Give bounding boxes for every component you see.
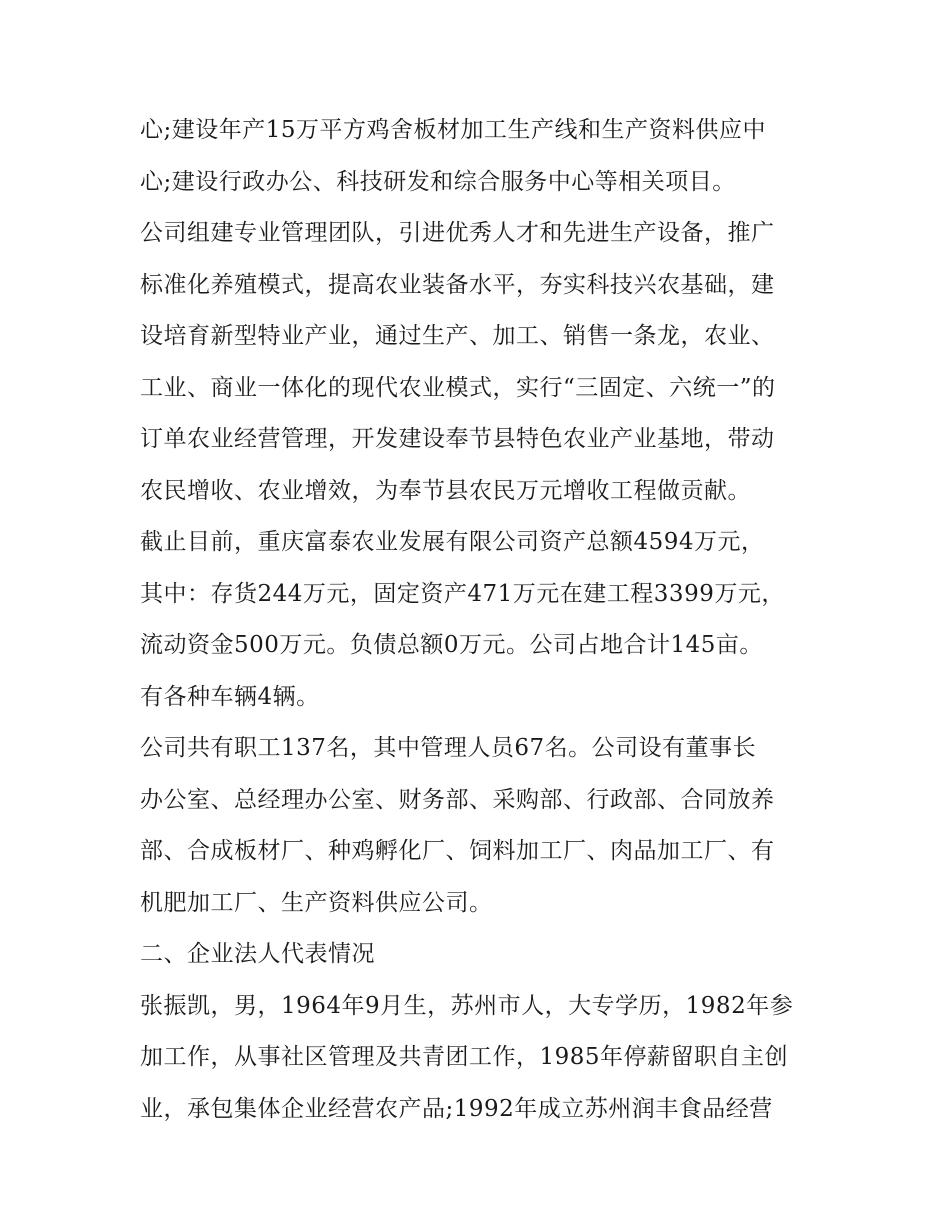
text-line: 订单农业经营管理，开发建设奉节县特色农业产业基地，带动 xyxy=(140,426,775,452)
text-line: 公司共有职工137名，其中管理人员67名。公司设有董事长 xyxy=(140,735,757,761)
text-line: 心;建设行政办公、科技研发和综合服务中心等相关项目。 xyxy=(140,168,736,195)
text-line: 张振凯，男，1964年9月生，苏州市人，大专学历，1982年参 xyxy=(140,992,794,1019)
text-line: 设培育新型特业产业，通过生产、加工、销售一条龙，农业、 xyxy=(140,323,775,349)
text-line: 标准化养殖模式，提高农业装备水平，夯实科技兴农基础，建 xyxy=(140,271,775,298)
text-line: 工业、商业一体化的现代农业模式，实行“三固定、六统一”的 xyxy=(140,374,776,401)
text-line: 机肥加工厂、生产资料供应公司。 xyxy=(140,889,493,916)
text-line: 心;建设年产15万平方鸡舍板材加工生产线和生产资料供应中 xyxy=(140,117,767,143)
text-line: 流动资金500万元。负债总额0万元。公司占地合计145亩。 xyxy=(140,632,763,658)
text-line: 其中：存货244万元，固定资产471万元在建工程3399万元， xyxy=(140,580,785,607)
text-line: 部、合成板材厂、种鸡孵化厂、饲料加工厂、肉品加工厂、有 xyxy=(140,838,775,864)
text-line: 业，承包集体企业经营农产品;1992年成立苏州润丰食品经营 xyxy=(140,1095,773,1122)
text-line: 公司组建专业管理团队，引进优秀人才和先进生产设备，推广 xyxy=(140,220,775,246)
text-line: 截止目前，重庆富泰农业发展有限公司资产总额4594万元， xyxy=(140,529,765,555)
text-line: 有各种车辆4辆。 xyxy=(140,683,320,710)
document-body xyxy=(140,105,830,1135)
text-line: 加工作，从事社区管理及共青团工作，1985年停薪留职自主创 xyxy=(140,1044,789,1070)
text-line: 农民增收、农业增效，为奉节县农民万元增收工程做贡献。 xyxy=(140,477,751,504)
section-heading: 二、企业法人代表情况 xyxy=(140,941,375,967)
text-line: 办公室、总经理办公室、财务部、采购部、行政部、合同放养 xyxy=(140,786,775,813)
